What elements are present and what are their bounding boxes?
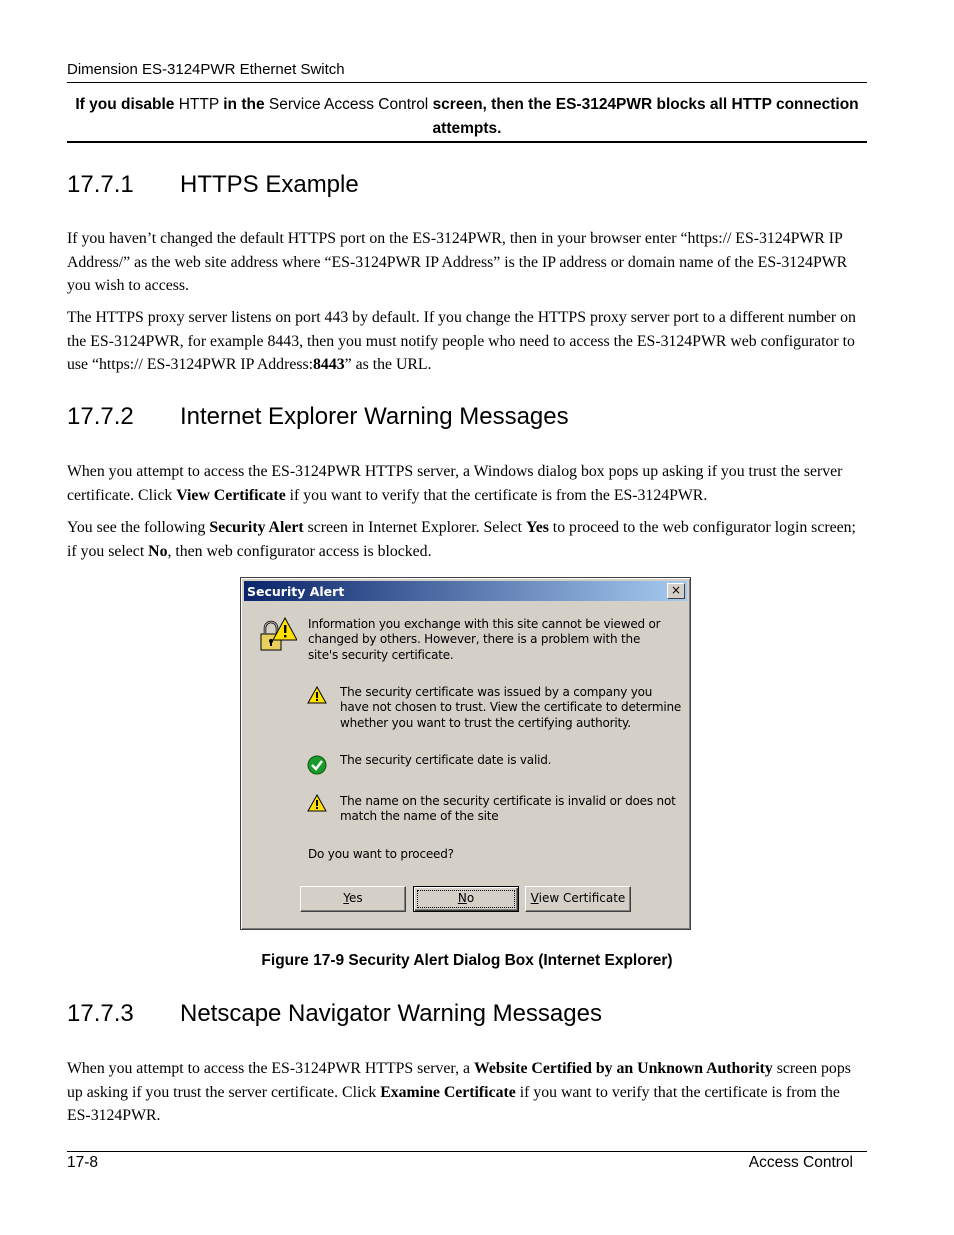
padlock-warning-icon [257, 616, 297, 656]
bold-examine-certificate: Examine Certificate [380, 1083, 516, 1101]
ie-paragraph-2 [67, 516, 867, 563]
section-title: HTTPS Example [180, 171, 359, 198]
view-certificate-button[interactable] [525, 886, 631, 912]
dialog-item-untrusted: The security certificate was issued by a company you have not chosen to trust. View the certificate to determine whether you want to trust the certifying authority. [340, 685, 682, 730]
text-run: You see the following [67, 519, 210, 536]
https-paragraph-2 [67, 306, 867, 377]
dialog-item-name-invalid: The name on the security certificate is invalid or does not match the name of the site [340, 794, 676, 824]
text-run: , then web configurator access is blocked. [167, 542, 432, 560]
dialog-question: Do you want to proceed? [308, 847, 454, 861]
button-label [458, 891, 474, 905]
note-box [67, 93, 867, 141]
text-run: screen pops up asking if you trust the server certificate. Click [67, 1060, 851, 1101]
label-rest: iew Certificate [538, 891, 626, 905]
label-rest: o [466, 891, 475, 905]
button-label [343, 891, 362, 905]
chapter-name: Access Control [748, 1154, 853, 1171]
page-number: 17-8 [67, 1154, 99, 1171]
section-number: 17.7.2 [67, 403, 134, 430]
section-title: Netscape Navigator Warning Messages [180, 1000, 602, 1027]
bold-yes: Yes [526, 519, 549, 536]
checkmark-icon [307, 755, 327, 775]
text-run: if you want to verify that the certificate is from the ES-3124PWR. [67, 1083, 840, 1124]
label-rest: es [349, 891, 363, 905]
section-title: Internet Explorer Warning Messages [180, 403, 569, 430]
text-run: if you want to verify that the certificate is from the ES-3124PWR. [285, 486, 708, 504]
text-run: When you attempt to access the ES-3124PWR HTTPS server, a [67, 1060, 474, 1077]
bold-no: No [148, 542, 168, 560]
security-alert-dialog [240, 577, 691, 930]
https-paragraph-1: If you haven’t changed the default HTTPS port on the ES-3124PWR, then in your browser enter “https:// ES-3124PWR IP Address/” as the web site address where “ES-3124PWR IP Address” is the IP address or domain name of the ES-3124PWR you wish to access. [67, 230, 848, 294]
bold-security-alert: Security Alert [209, 519, 304, 536]
section-number: 17.7.1 [67, 171, 134, 198]
mnemonic: N [457, 891, 467, 905]
mnemonic: V [530, 891, 539, 905]
dialog-intro-text: Information you exchange with this site cannot be viewed or changed by others. However, there is a problem with the site's security certificate. [308, 617, 661, 662]
text-run: to proceed to the web configurator login screen; if you select [67, 519, 856, 560]
note-text-5: screen, then the ES-3124PWR blocks all HTTP connection attempts. [432, 96, 859, 137]
close-button[interactable]: × [667, 583, 685, 599]
note-text-2: HTTP [174, 96, 224, 113]
warning-icon [307, 794, 327, 812]
header-rule [67, 82, 867, 83]
dialog-titlebar[interactable] [244, 581, 687, 601]
button-label [531, 891, 626, 905]
mnemonic: Y [343, 891, 350, 905]
note-rule [67, 141, 867, 143]
netscape-paragraph-1 [67, 1057, 867, 1128]
text-run: screen in Internet Explorer. Select [303, 519, 527, 536]
yes-button[interactable] [300, 886, 406, 912]
running-header: Dimension ES-3124PWR Ethernet Switch [67, 61, 345, 78]
dialog-item-date-valid: The security certificate date is valid. [340, 753, 552, 767]
text-run: When you attempt to access the ES-3124PWR HTTPS server, a Windows dialog box pops up asking if you trust the server certificate. Click [67, 463, 843, 504]
bold-website-certified: Website Certified by an Unknown Authority [473, 1060, 773, 1077]
dialog-title: Security Alert [247, 584, 345, 599]
warning-icon [307, 686, 327, 704]
note-text-3: in the [223, 96, 265, 113]
section-heading-https-example [67, 171, 359, 199]
figure-caption: Figure 17-9 Security Alert Dialog Box (Internet Explorer) [261, 952, 673, 969]
note-text-1: If you disable [75, 96, 175, 113]
section-heading-netscape-warnings [67, 1000, 602, 1028]
text-run: ” as the URL. [344, 356, 432, 373]
text-run: The HTTPS proxy server listens on port 443 by default. If you change the HTTPS proxy server port to a different number on the ES-3124PWR, for example 8443, then you must notify people who need to access the ES-3124PWR web configurator to use “https:// ES-3124PWR IP Address: [67, 309, 856, 373]
ie-paragraph-1 [67, 460, 867, 507]
footer-rule [67, 1151, 867, 1152]
bold-view-certificate: View Certificate [176, 486, 286, 504]
section-number: 17.7.3 [67, 1000, 134, 1027]
note-text-4: Service Access Control [264, 96, 433, 113]
bold-port: 8443 [313, 356, 345, 373]
no-button[interactable] [413, 886, 519, 912]
section-heading-ie-warnings [67, 403, 569, 431]
